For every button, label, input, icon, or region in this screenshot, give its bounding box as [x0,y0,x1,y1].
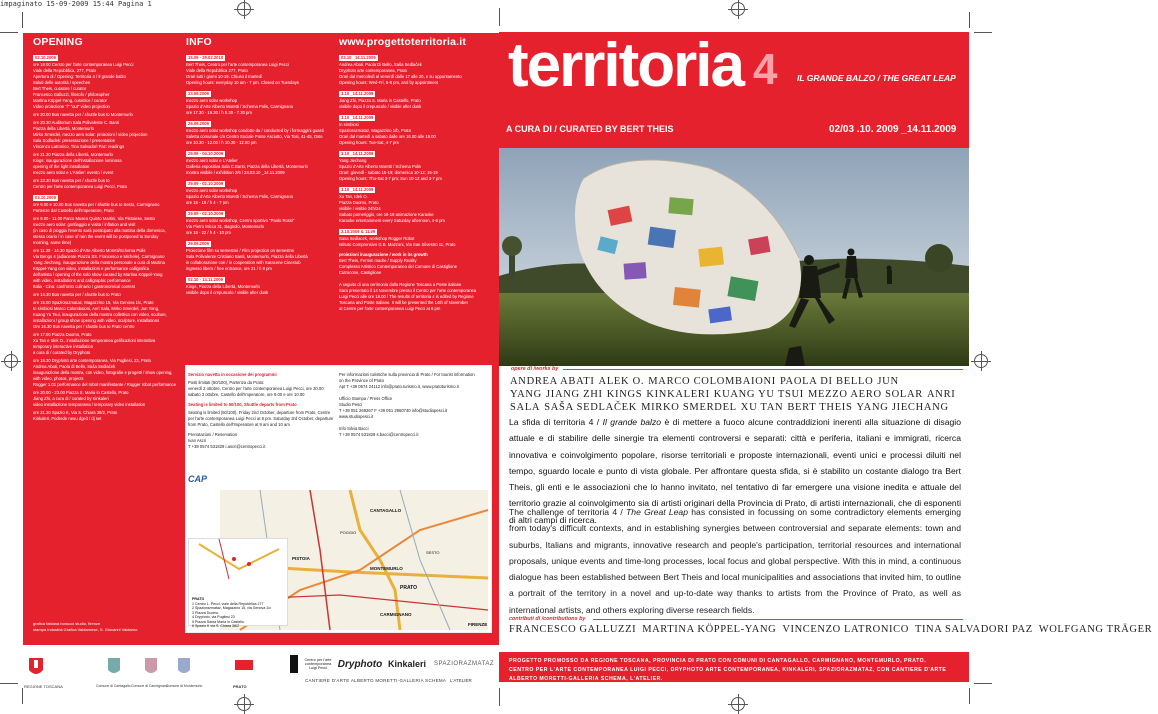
program-entry: ore 18.30 Dryphoto arte contemporanea, Via Pugliesi, 23, Prato Andrea Abati, Paola di Bello, Saša Sedlaček inaugurazione della mostra, con video, fotografie e progetti / show opening, with video, photos, projects Rogger 1.01 performance del robot manifestante / Rogger robot performance [33,358,176,387]
date-label: 15.09 - 29.02.2010 [188,55,224,60]
comune-prato-logo [229,652,259,680]
regione-label: REGIONE TOSCANA [24,684,63,689]
artist-name: JUN YANG [510,376,899,400]
artist-name: KINGS [606,389,643,400]
cover-photo [499,148,969,366]
map-label: CANTAGALLO [370,508,402,513]
program-entry: ore 23.30 Bus navetta per / shuttle bus to Centro per l'arte contemporanea Luigi Pecci, Prato [33,178,127,189]
info-entry: mezzo aero solar workshop Spazio d'Arte Alberto Moretti / Schema Polis, Carmignano ore 17.30 - 19.30 / h 5.30 - 7.30 pm [186,98,294,115]
contributor-name: WOLFGANG TRÄGER [1038,624,1153,635]
map-legend-list [192,597,271,629]
date-label: 03.10.2009 [35,195,56,200]
exhibition-entry: Bert Theis, Fermin madre / Supply Reality Complesso Artistico Contemporaneo del Comune di Castiglione Cutrocone, Castiglione [339,258,458,275]
contributor-name: FRANCESCO GALLUZZI [509,624,637,635]
crop-line [22,12,23,28]
registration-mark [974,354,988,368]
crop-line [499,688,500,706]
cover-title: territoria [508,31,743,100]
crop-line [0,32,18,33]
crop-line [22,688,23,704]
cantiere-label: CANTIERE D'ARTE ALBERTO MORETTI-GALLERIA SCHEMA [305,678,447,683]
kinkaleri-logo: Kinkaleri [387,659,427,669]
date-label: 3.10.2009 & 11.09 [341,229,376,234]
crop-line [969,12,970,28]
curator-line: A CURA DI / CURATED BY BERT THEIS [506,124,674,134]
legend-item: 4 Dryphoto, via Pugliesi 23 [192,615,235,619]
program-entry: ore 14.30 Bus navetta per / shuttle bus to Prato [33,292,121,297]
reservation-text: Prenotazioni / Reservation Ivan Ascri T +39 0574 531829 i.ascri@centropecci.it [188,432,266,449]
crop-line [974,683,992,684]
date-label: 02.10 - 14.11.2009 [188,277,223,282]
date-label: 29.09.2009 [188,241,209,246]
program-entry: ore 9.00 e 10.00 Bus navetta per / shuttle bus to Sesto, Carmignano Partenze dal Castello dell'Imperatore, Prato [33,202,160,213]
program-entry: ore 21.30 Spazio K, Via S. Chiara 38/2, Prato Kinkaleri, Podrede neuu dgeit / dj set [33,410,118,421]
registration-mark [237,2,251,16]
legend-item: PRATO [192,597,205,601]
contributor-name: MARTINA KÖPPEL-YANG [642,624,777,635]
exhibition-entry: Andrea Abati, Paola Di Bello, Saša Sedlaček Dryphoto arte contemporanea, Prato Orari dal mercoledì al venerdì dalle 17 alle 20, e su appuntamento Opening hours: Wed-Fri, 5-8 pm, and by appointment [339,62,462,85]
graphic-credits: grafica fabiana bonucci studio, firenze stampa Industria Grafica Valdarnese, S. Giovanni Valdarno [33,621,138,632]
map-label: MONTEMURLO [370,566,403,571]
info-column [186,52,334,298]
info-entry: Bert Theis, Centro per l'arte contemporanea Luigi Pecci Viale della Repubblica 277, Prato Orari tutti i giorni 10-19. Chiuso il martedì Opening hours: everyday 10 am - 7 pm. Closed on Tuesdays [186,62,299,85]
artist-name: YANG JIECHANG [856,402,949,413]
inflatable-sculpture-photo [499,148,969,366]
crop-line [969,688,970,704]
exhibition-entry: Xu Tan, Idek O. Piazza Duomo, Prato visibile / visible 24h/24 Sabato pomeriggio, ore 16-18 animazione Karaoke Karaoke entertainment every Saturday afternoon, 4-6 pm [339,194,445,223]
shuttle-text: Posti limitati (50/100), Partenza da Prato: venerdì 2 ottobre, Centro per l'arte contemporanea Luigi Pecci, ore 20.00 sabato 3 ottobre, Castello dell'Imperatore, ore 9.00 e ore 10.00 [188,380,324,397]
registration-mark [237,697,251,711]
exhibition-entry: In simbiosi Spaziorazmataz, Magazzino 1/b, Prato Orari dal martedì a sabato dalle ore 16.00 alle 19.00 Opening hours: Tue-Sat, 4-7 pm [339,122,436,145]
artist-name: BERT THEIS [787,402,853,413]
map-label: SESTO [426,550,440,555]
contributor-name: VINCENZO LATRONICO [782,624,909,635]
spaziorazmataz-logo: SPAZIORAZMATAZ [433,661,494,667]
legend-item: 1 Centro L. Pecci, viale della Repubblica 277 [192,601,264,606]
artists-list [510,375,970,414]
date-label: 3.10 _14.11.2009 [341,115,374,120]
crop-line [0,683,18,684]
map-label: PRATO [400,585,418,591]
registration-mark [4,354,18,368]
contributions-label: contributi di /contributions by [509,616,586,622]
map-legend [188,538,288,626]
info-entry: mezzo aero solar workshop condotto da / conducted by i formaggini guasti Saletta comunale c/o Centro Sociale Ponte Asciutto, Via Tosi, 41-45, Oste ore 10.30 - 12.00 / h 10.30 - 12.00 pm [186,128,324,145]
info-entry: Proiezione film su semestrei / Film projection on semestrei Sala Polivalente Cristiano Banti, Montemurlo, Piazza della Libertà in collaborazione con / in cooperation with Saracene Cinestub ingresso libero / free entrance, ore 21 / h 9 pm [186,248,308,271]
program-entry: ore 11.30 - 14.30 Spazio d'Arte Alberto Moretti/Schema Polis Via Bengo 4 (adiacente Piazza SS. Francesco e Michele), Carmignano Yang Jiechang, inaugurazione della mostra personale a cura di Martina Köppel-Yang con video, installazioni e performance calligrafica dell'artista / opening of the solo show curated by Martina Köppel-Yang with video, installations and calligraphic performance Italia - Cina: confronto culinario / gastronomical contest [33,248,165,289]
date-label: 23.09.2009 [188,91,209,96]
date-label: 3.10 _14.11.2009 [341,187,374,192]
info-entry: mezzo aero solar workshop, Centro sportivo "Paolo Rossi" Via Pietro Micca 31, Bagnolo, Montemurlo ore 16 - 22 / h 4 - 10 pm [186,218,295,235]
opening-column [33,52,181,424]
city-map [189,539,289,579]
program-entry: ore 15.00 Spaziorazmataz, Magazzino 15, Via Genova 1/c, Prato In simbiosi Marco Colombaioni, Anri Sala, Mirko Smerdel, Jun Yang, Kuang Yu Tsui, inaugurazione della mostra collettiva con video, sculture, installazioni / group show opening with video, sculpture, installations Ore 16.30 Bus navetta per / shuttle bus to Prato centro [33,300,167,329]
map-label: POGGIO [340,530,357,535]
info-entry: Kings, Piazza della Libertà, Montemurlo visibile dopo il crepuscolo / visible after dusk [186,284,269,295]
artist-name: XU TAN [740,402,784,413]
montemurlo-label: Comune di Montemurlo [166,684,203,688]
date-label: 03.10 _14.11.2009 [341,55,376,60]
comune-montemurlo-logo [170,652,198,682]
map-label: CARMIGNANO [380,612,412,617]
crop-line [974,32,992,33]
atelier-label: L'ATELIER [450,678,472,683]
cantagallo-crest [106,656,122,678]
info-entry: mezzo aero solar workshop Spazio d'Arte Alberto Moretti / Schema Polis, Carmignano ore 16 - 19 / h 4 - 7 pm [186,188,294,205]
dryphoto-logo: Dryphoto [337,658,383,670]
prato-label: PRATO [233,684,247,689]
carmignano-crest [143,656,159,678]
press-office: Ufficio Stampa / Press Office Studio Pesci T +39 051 269267 F +39 051 2960740 info@studiopesci.it www.studiopesci.it [339,396,448,419]
shuttle-text-en: Seating is limited (50/100). Friday 2nd October, departure from Prato, Centre per l'arte contemporanea Luigi Pecci at 8 pm. Saturday 3rd October, departure from Prato, Castello dell'Imperatore at 9 am and 10 am [188,410,334,427]
opening-heading: OPENING [33,36,83,48]
divider [563,369,963,370]
artist-name: KINKALERI [646,389,710,400]
shuttle-heading-en: Seating is limited to 50/100, Shuttle departs from Prato [188,402,297,407]
works-by-label: opere di /works by [511,366,559,372]
montemurlo-crest [176,656,192,678]
website-heading: www.progettoterritoria.it [339,36,467,48]
registration-mark [731,697,745,711]
date-label: 02.10.2009 [35,55,56,60]
catalogue-note: A seguito di una cerimonia dalla Regione Toscana a Poste italiane Sara presentato il 14 Novembre presso il Centro per l'arte contemporanea Luigi Pecci alle ore 18.00 / The results of territoria 4 is edited by Regione Toscana and Poste Italiane. It will be presented the 14th of November at Centre per l'arte contemporanea Luigi Pecci at 6 pm [339,282,477,311]
date-label: 3.10 _14.11.2009 [341,151,374,156]
artist-name: JIANG ZHI [545,389,603,400]
map-label: PISTOIA [292,556,310,561]
artist-name: ALEK O. [598,376,645,387]
artist-name: MARCO COLOMBAIONI [648,376,776,387]
date-label: 26.09.2009 [188,121,209,126]
program-entry: ore 20.00 Bus navetta per / shuttle bus to Montemurlo [33,112,133,117]
artist-name: MEZZO AERO SOLAR [807,389,924,400]
program-entry: ore 17.00 Piazza Duomo, Prato Xu Tan e Idek O., installazione temporanea gelificazioni interattiva temporary interactive installation a cura di / curated by Dryphoto [33,332,156,355]
crop-line [499,8,500,26]
artist-name: MIRKO SMERDEL [641,402,737,413]
exhibition-entry: Jiang Zhi, Piazza S. Maria in Castello, Prato visibile dopo il crepuscolo / visible after dusk [339,98,422,109]
divider [593,619,963,620]
legend-item: 6 Spazio K via S. Chiara 38/2 [192,624,239,628]
exhibition-entry: Yang Jiechang Spazio d'Arte Alberto Moretti / Schema Polis Orari: giovedì - sabato 15-19; domenica 10-12; 15-19 Opening hours: Thu-Sat 3-7 pm; Sun 10-12 and 3-7 pm [339,158,442,181]
legend-item: 2 Spaziorazmataz, Magazzino 15, via Genova 1/c [192,606,272,610]
artist-name: PAOLA DI BELLO [779,376,874,387]
prato-crest [233,658,255,674]
pecci-logo [290,654,334,674]
exhibition-entry: Sasa Sedlacek, workshop Rogger Robot Istituto Comprensivo G.B. Mazzoni, Via San Silvestro 11, Prato [339,236,456,247]
program-entry: ore 20.30 Auditorium Sala Polivalente C. Banti Piazza della Libertà, Montemurlo Mirko Smerdel, mezzo aero solar: proiezioni / video projection Sala Sodladek: presentazione / presentation Vincenzo Latronico, Tina Salvadori Paz: readings [33,120,148,149]
exhibition-subhead: proiezioni inaugurazione / work in its growth [339,252,428,257]
map-label: FIRENZE [468,622,488,627]
program-entry: ore 9.00 - 11.00 Parco Museo Quinto Martini, Via Pistoiese, Sesto mezzo aero solar: gonfiaggio e visita / inflation and visit (in caso di pioggia l'evento sarà posticipato alla mattina della domenica, stesso orario / in case of rain the event will be postponed to Sunday morning, same time) [33,216,166,245]
tourist-info: Per informazioni turistiche sulla provincia di Prato / For tourist information on the Province of Prato Apt T +39 0574 24112 info@prato.turismo.it, www.pratoturismo.it [339,372,475,389]
regione-toscana-logo [24,652,48,682]
comune-cantagallo-logo [100,652,128,682]
promoters-band: PROGETTO PROMOSSO DA REGIONE TOSCANA, PROVINCIA DI PRATO CON COMUNI DI CANTAGALLO, CARMIGNANO, MONTEMURLO, PRATO. CENTRO PER L'ARTE CONTEMPORANEA LUIGI PECCI, DRYPHOTO ARTE CONTEMPORANEA, KINKALERI, SPAZIORAZMATAZ, CON CANTIERE D'ARTE ALBERTO MORETTI-GALLERIA SCHEMA, L'ATELIER. [499,652,969,682]
artist-name: ANRI SALA [510,389,956,413]
info-heading: INFO [186,36,212,48]
date-label: 29.09 - 02.10.2009 [188,181,224,186]
registration-mark [731,2,745,16]
shuttle-heading: Servizio navetta in occasione dei programmi [188,372,277,377]
exhibitions-column [339,52,491,314]
cap-logo: CAP [188,474,208,484]
regione-toscana-crest [27,656,45,678]
date-label: 29.09 - 02.10.2009 [188,211,224,216]
legend-item: 3 Piazza Duomo [192,610,219,615]
info-entry: mezzo aero solar e L'Atelier Galleria espositiva Sala C.Banti, Piazza della Libertà, Montemurlo mostra visibile / exhibition 2/6 / 24.03.10 _14.11.2009 [186,158,308,175]
cover-subtitle: IL GRANDE BALZO / THE GREAT LEAP [797,73,956,83]
cantagallo-label: Comune di Cantagallo [96,684,131,688]
exhibition-dates: 02/03 .10. 2009 _14.11.2009 [829,124,957,135]
shuttle-info [188,372,336,450]
comune-carmignano-logo [137,652,165,682]
carmignano-label: Comune di Carmignano [131,684,168,688]
date-label: 29.09 - 04.10.2009 [188,151,224,156]
contributors-list [509,624,1153,635]
artist-name: SAŠA SEDLAČEK [544,402,638,413]
program-entry: ore 20.00 - 23.00 Piazza S. Maria in Castello, Prato Jiang Zhi, a cura di / curated by Kinkaleri video installazione temporanea / temporary video installation [33,390,146,407]
program-entry: ore 21.30 Piazza della Libertà, Montemurlo Kings: inaugurazione dell'installazione luminosa opening of the light installation mezzo aero solar e L'Atelier: evento / event [33,152,122,175]
intro-italian: La sfida di territoria 4 / Il grande balzo è di mettere a fuoco alcune contraddizioni inerenti alla situazione di disagio attuale e di stabilire delle sinergie tra elementi controversi e separati: città e periferia, italiani e immigrati, ricerca innovativa e coinvolgimento popolare, risorse territoriali e proposte internazionali, eventi unici e processi diluiti nel tempo, sguardo locale e punto di vista globale. Per affrontare questa sfida, si è stabilito un costante dialogo tra Bert Theis, gli enti e le associazioni che lo hanno invitato, nel tentativo di far emergere una visione inedita e attuale del territorio grazie al coinvolgimento sia di artisti originari della Provincia di Prato, di artisti internazionali, che di esponenti di altri campi di ricerca. [509,417,961,525]
pecci-label: Centro per l'arte contemporanea Luigi Pecci [304,657,332,671]
contacts-info [339,372,489,438]
artist-name: KUANG YU TSUI [713,389,804,400]
pecci-mark [290,655,300,673]
cover-edition-number: 4 [753,45,778,94]
printer-slug: impaginato 15-09-2009 15:44 Pagina 1 [0,0,152,8]
contributor-name: TINA SALVADORI PAZ [914,624,1033,635]
date-label: 3.10 _14.11.2009 [341,91,374,96]
info-contact: Info Silvia Bacci T +39 0574 531829 s.bacci@centropecci.it [339,426,419,437]
legend-item: 5 Piazza Santa Maria in Castello [192,619,244,624]
program-entry: ore 18.00 Centro per l'arte contemporanea Luigi Pecci Viale della Repubblica, 277, Prato Apertura di / Opening: Territoria 4 / Il grande balzo Saluti delle autorità / speeches Bert Theis, curatore / curator Francesco Galluzzi, filosofo / philosopher Martina Köppel-Yang, curatrice / curator Video proiezione "/" "out" video projection [33,62,134,109]
artist-name: ANDREA ABATI [510,376,595,387]
intro-english: The challenge of territoria 4 / The Great Leap has consisted in focussing on some contradictory elements emerging from today's difficult contexts, and in establishing synergies between controversial and separate elements: town and suburbs, Italians and migrants, innovative research and people's participation, territorial resources and international proposals, unique events and time-long processes, local focus and global perspective. With this in mind, a continuous dialogue has been established between Bert Theis and local municipalities and associations that invited him, to outline a portrait of the territory in a novel and up-to-date way thanks to artists from the Province of Prato, as well as international artists, and others exploring diverse research fields. [509,507,961,615]
